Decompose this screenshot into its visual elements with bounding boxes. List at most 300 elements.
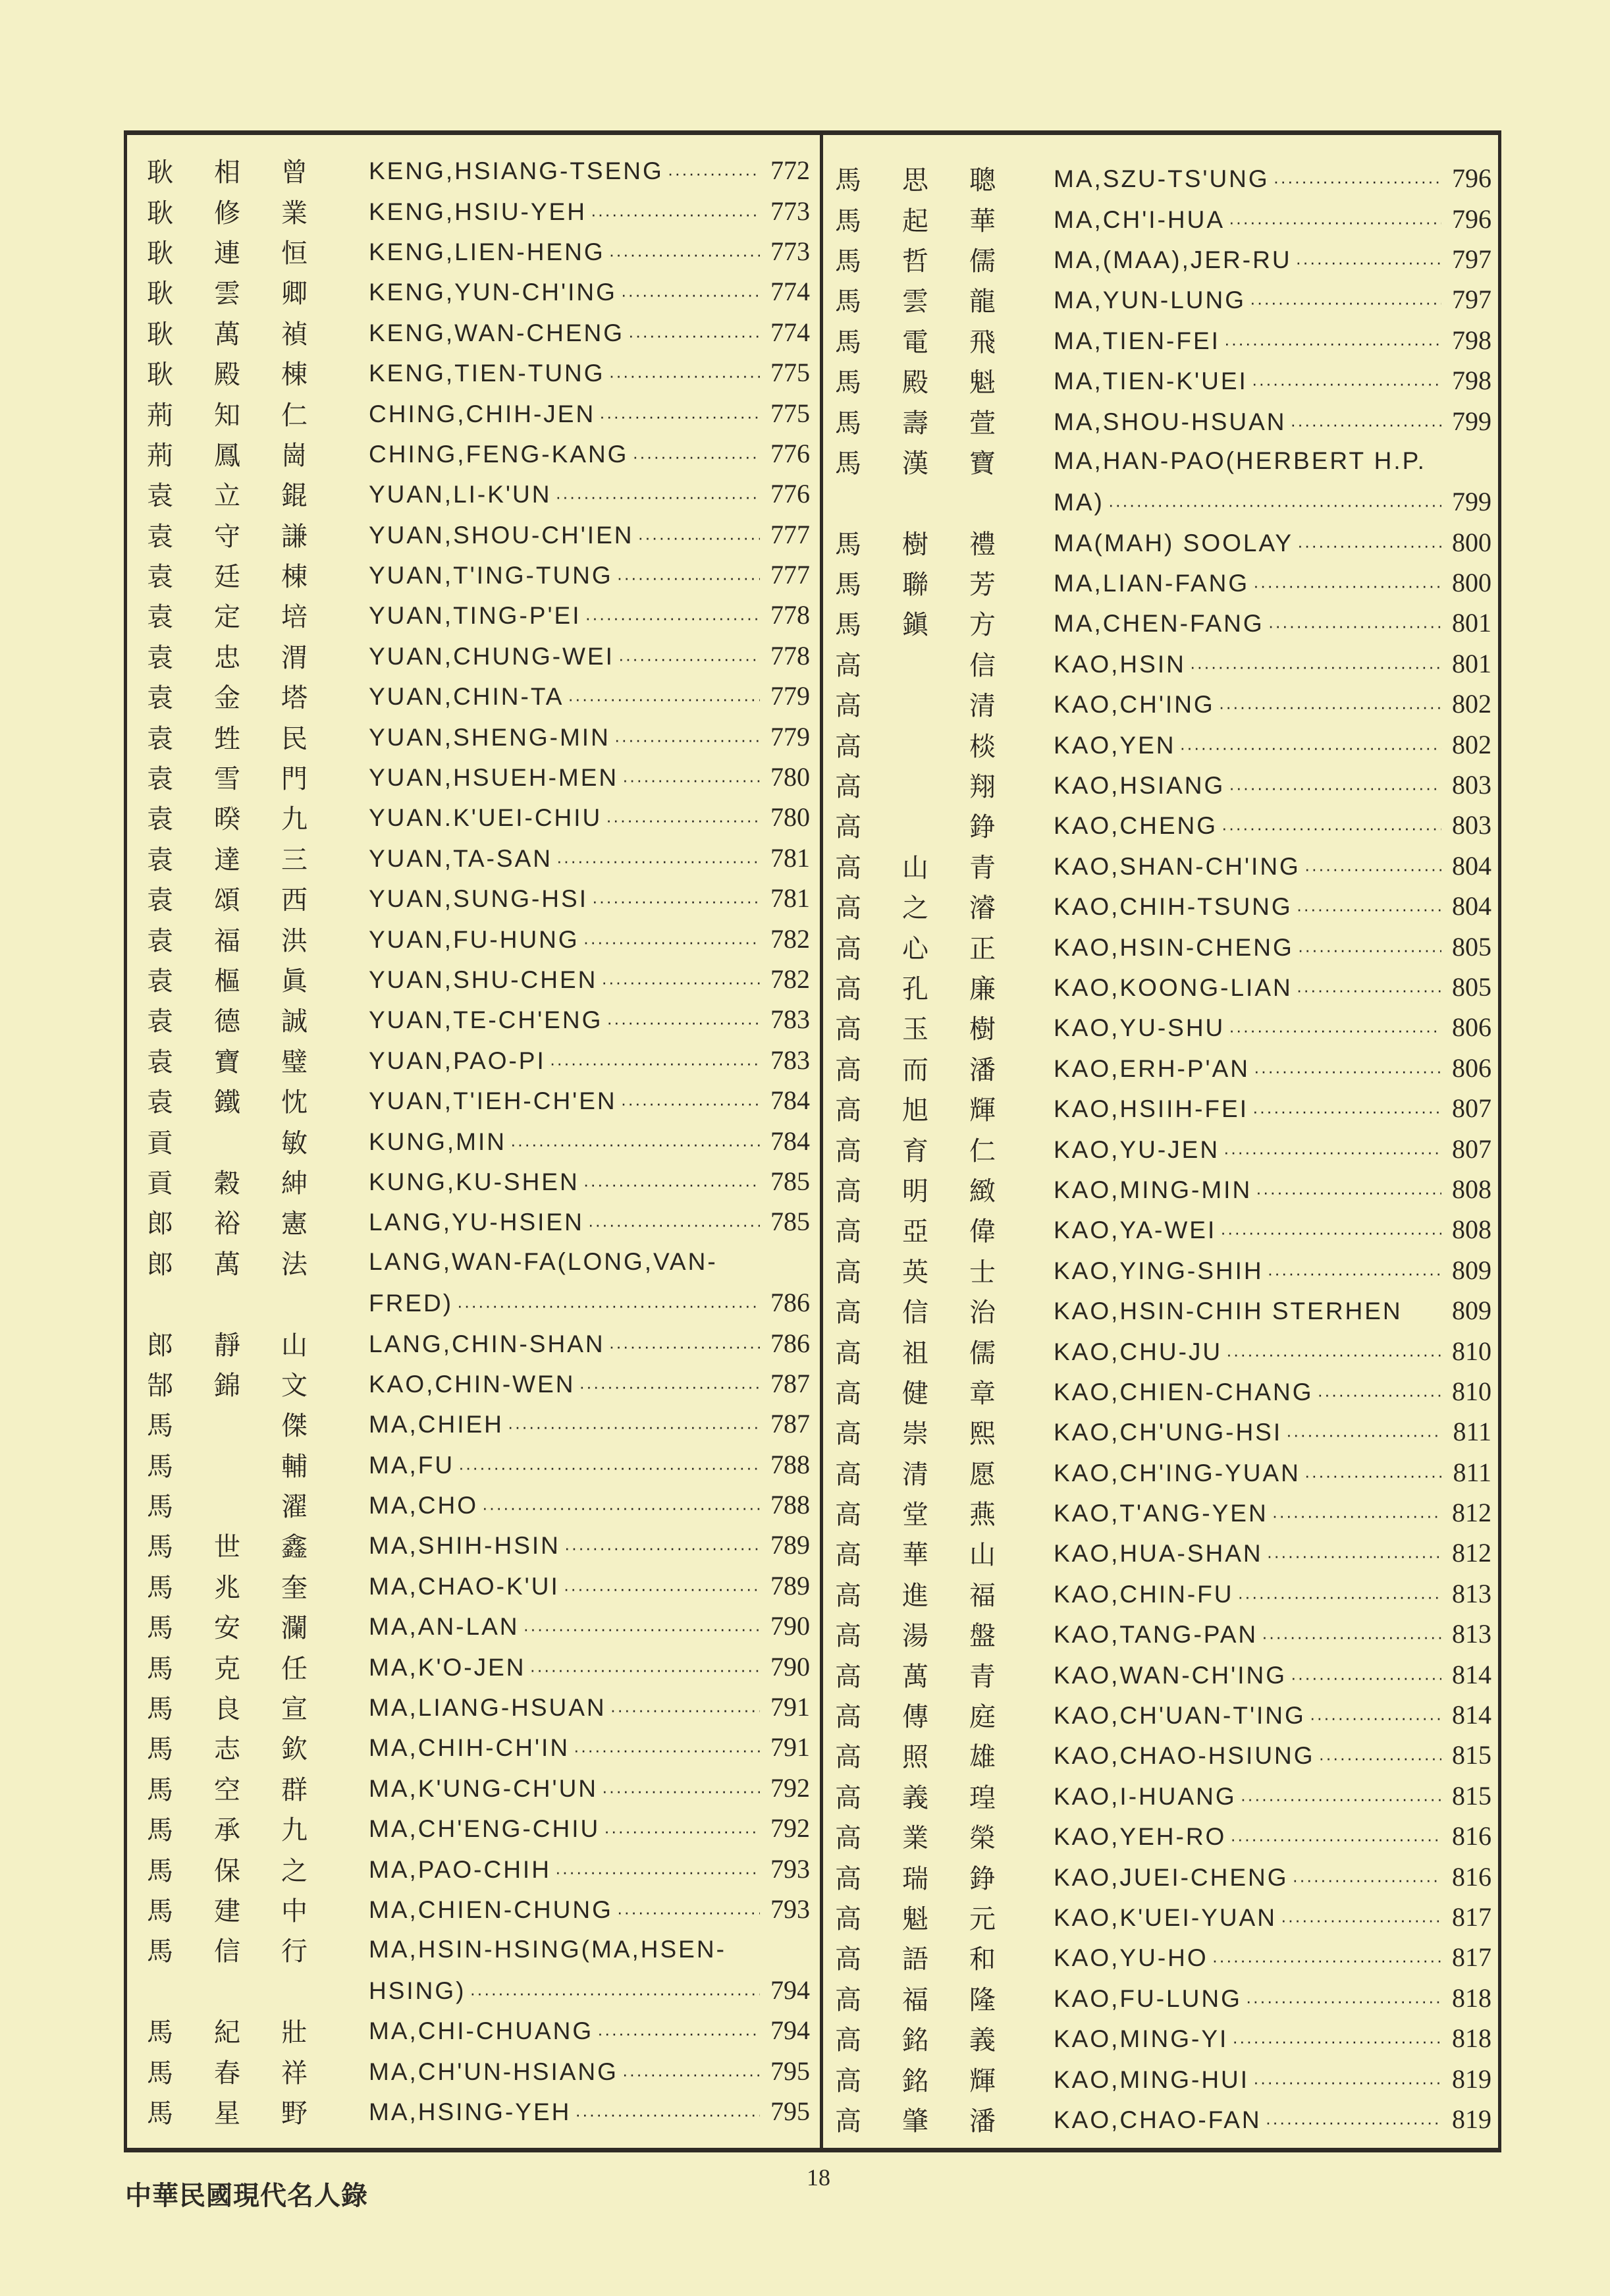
chinese-name-char: 高 xyxy=(835,1903,861,1934)
chinese-name-char: 良 xyxy=(214,1694,240,1725)
chinese-name-char: 春 xyxy=(214,2058,240,2089)
page-reference: 807 xyxy=(1452,1134,1491,1164)
leader-dots xyxy=(1254,1061,1441,1081)
leader-dots xyxy=(1252,373,1441,394)
chinese-name xyxy=(833,1979,998,2017)
romanized-name: MA,CHI-CHUANG xyxy=(369,2017,594,2045)
chinese-name-char: 魁 xyxy=(902,1903,928,1934)
romanized-name: MA,AN-LAN xyxy=(369,1613,520,1641)
chinese-name-char: 馬 xyxy=(147,1896,173,1927)
chinese-name-char: 袁 xyxy=(147,844,173,875)
chinese-name-char: 馬 xyxy=(147,2058,173,2089)
chinese-name-char: 瑞 xyxy=(902,1863,928,1894)
page-reference: 782 xyxy=(770,923,810,954)
chinese-name-char: 郎 xyxy=(147,1330,173,1361)
chinese-name xyxy=(833,1777,998,1815)
page-reference: 811 xyxy=(1453,1417,1491,1447)
page-reference: 797 xyxy=(1452,244,1491,274)
chinese-name xyxy=(145,798,309,836)
index-entry xyxy=(145,1687,810,1727)
chinese-name-char: 山 xyxy=(902,852,928,883)
romanized-name: KENG,HSIU-YEH xyxy=(369,198,587,225)
romanized-name: KAO,YU-SHU xyxy=(1054,1014,1225,1042)
chinese-name-char: 卿 xyxy=(281,279,308,310)
chinese-name-char: 馬 xyxy=(835,610,861,641)
index-entry xyxy=(145,2010,810,2050)
chinese-name xyxy=(145,435,309,472)
chinese-name-char: 堂 xyxy=(902,1500,928,1531)
index-entry xyxy=(145,999,810,1039)
index-entry xyxy=(833,1088,1491,1128)
leader-dots xyxy=(1229,1020,1441,1041)
index-entry xyxy=(833,1250,1491,1290)
chinese-name-char: 連 xyxy=(214,238,240,269)
chinese-name-char: 德 xyxy=(214,1006,240,1037)
chinese-name-char: 馬 xyxy=(835,408,861,439)
chinese-name-char: 群 xyxy=(281,1774,308,1805)
romanized-name: MA,YUN-LUNG xyxy=(1054,287,1247,314)
chinese-name-char: 義 xyxy=(969,2025,996,2056)
chinese-name-char: 錦 xyxy=(214,1370,240,1401)
chinese-name-char: 袁 xyxy=(147,723,173,754)
chinese-name-char: 語 xyxy=(902,1944,928,1975)
romanized-entry xyxy=(1054,163,1491,194)
leader-dots xyxy=(1230,1829,1441,1849)
romanized-name: KAO,HSIN-CHENG xyxy=(1054,933,1294,961)
romanized-entry xyxy=(369,964,810,995)
romanized-name: KAO,CHAO-FAN xyxy=(1054,2106,1262,2133)
index-entry xyxy=(833,886,1491,926)
chinese-name xyxy=(145,718,309,755)
page-reference: 813 xyxy=(1452,1619,1491,1649)
chinese-name-char: 高 xyxy=(835,1702,861,1733)
page-reference: 816 xyxy=(1452,1821,1491,1851)
chinese-name-char: 錚 xyxy=(969,1863,996,1894)
chinese-name xyxy=(833,1049,998,1087)
index-entry xyxy=(833,1776,1491,1816)
chinese-name-char: 潘 xyxy=(969,2106,996,2137)
index-column-right xyxy=(833,158,1491,2139)
page-reference: 812 xyxy=(1452,1538,1491,1568)
chinese-name-char: 中 xyxy=(281,1896,308,1927)
chinese-name-char: 高 xyxy=(835,650,861,681)
romanized-entry xyxy=(369,2056,810,2087)
romanized-name: KAO,YEN xyxy=(1054,731,1176,759)
romanized-name: YUAN,FU-HUNG xyxy=(369,925,579,953)
page-reference: 784 xyxy=(770,1126,810,1156)
chinese-name-char: 敏 xyxy=(281,1128,308,1159)
page-reference: 815 xyxy=(1452,1780,1491,1811)
page-reference: 796 xyxy=(1452,163,1491,194)
index-entry xyxy=(145,231,810,271)
page-reference: 808 xyxy=(1452,1174,1491,1204)
chinese-name-char: 荊 xyxy=(147,440,173,471)
page-reference: 808 xyxy=(1452,1215,1491,1245)
chinese-name-char: 高 xyxy=(835,691,861,722)
chinese-name xyxy=(833,2100,998,2138)
index-column-left xyxy=(145,150,810,2131)
page-reference: 810 xyxy=(1452,1376,1491,1406)
leader-dots xyxy=(457,1296,760,1316)
chinese-name-char: 高 xyxy=(835,2106,861,2137)
romanized-name: KAO,YU-HO xyxy=(1054,1944,1208,1972)
romanized-name: MA,LIAN-FANG xyxy=(1054,570,1250,597)
leader-dots xyxy=(1108,495,1441,515)
page-reference: 803 xyxy=(1452,810,1491,840)
chinese-name xyxy=(833,1373,998,1410)
index-entry xyxy=(145,1525,810,1565)
leader-dots xyxy=(597,2023,760,2044)
chinese-name xyxy=(833,1696,998,1734)
leader-dots xyxy=(564,1538,760,1558)
leader-dots xyxy=(609,1336,760,1357)
chinese-name-char: 龍 xyxy=(969,287,996,317)
index-entry xyxy=(833,400,1491,441)
romanized-entry xyxy=(369,2015,810,2046)
chinese-name-char: 旭 xyxy=(902,1095,928,1126)
leader-dots xyxy=(568,689,760,709)
chinese-name-char: 洪 xyxy=(281,925,308,956)
chinese-name xyxy=(833,524,998,561)
chinese-name-char: 袁 xyxy=(147,925,173,956)
romanized-entry xyxy=(369,1287,810,1318)
romanized-entry xyxy=(1054,365,1491,396)
chinese-name xyxy=(145,516,309,553)
leader-dots xyxy=(1274,171,1441,192)
leader-dots xyxy=(606,1012,760,1033)
index-entry xyxy=(145,838,810,878)
chinese-name-char: 殿 xyxy=(902,368,928,398)
chinese-name-char: 肇 xyxy=(902,2106,928,2137)
leader-dots xyxy=(1319,1748,1441,1768)
chinese-name xyxy=(833,1130,998,1168)
page-reference: 773 xyxy=(770,196,810,226)
romanized-name: YUAN,PAO-PI xyxy=(369,1047,546,1074)
index-entry xyxy=(833,2018,1491,2058)
index-entry xyxy=(145,1120,810,1161)
chinese-name-char: 仁 xyxy=(281,400,308,431)
chinese-name-char: 馬 xyxy=(147,1694,173,1725)
chinese-name-char: 樹 xyxy=(969,1014,996,1045)
romanized-name: MA,CHIEH xyxy=(369,1411,504,1438)
chinese-name-char: 緻 xyxy=(969,1176,996,1207)
page-reference: 816 xyxy=(1452,1861,1491,1892)
romanized-entry xyxy=(369,196,810,227)
romanized-entry xyxy=(369,1328,810,1359)
romanized-name: MA,TIEN-K'UEI xyxy=(1054,368,1248,395)
chinese-name xyxy=(145,1930,309,1968)
chinese-name-char: 山 xyxy=(969,1540,996,1571)
chinese-name xyxy=(833,1736,998,1774)
page-reference: 810 xyxy=(1452,1336,1491,1366)
romanized-name: KAO,HSIIH-FEI xyxy=(1054,1095,1248,1123)
chinese-name-char: 祖 xyxy=(902,1338,928,1369)
chinese-name-char: 萱 xyxy=(969,408,996,439)
leader-dots xyxy=(1298,940,1441,960)
leader-dots xyxy=(523,1619,760,1639)
romanized-name: YUAN,SHENG-MIN xyxy=(369,723,610,751)
chinese-name xyxy=(145,314,309,351)
chinese-name-char: 禮 xyxy=(969,529,996,560)
chinese-name-char: 電 xyxy=(902,327,928,358)
chinese-name-char: 郎 xyxy=(147,1209,173,1240)
chinese-name-char: 高 xyxy=(835,1378,861,1409)
chinese-name-char: 守 xyxy=(214,521,240,552)
chinese-name-char: 高 xyxy=(835,1014,861,1045)
leader-dots xyxy=(1304,859,1441,879)
index-entry xyxy=(833,1533,1491,1573)
chinese-name-char xyxy=(212,1405,242,1442)
romanized-entry xyxy=(1054,1336,1491,1367)
romanized-entry xyxy=(369,1894,810,1925)
index-entry xyxy=(833,1856,1491,1896)
page-reference: 789 xyxy=(770,1530,810,1560)
leader-dots xyxy=(556,851,760,871)
chinese-name-char: 耿 xyxy=(147,319,173,350)
chinese-name-char: 穀 xyxy=(214,1168,240,1199)
chinese-name xyxy=(145,1688,309,1726)
chinese-name-char: 任 xyxy=(281,1653,308,1684)
romanized-entry xyxy=(1054,1861,1491,1892)
romanized-name: MA,K'UNG-CH'UN xyxy=(369,1774,599,1802)
romanized-name: KAO,CHU-JU xyxy=(1054,1338,1223,1365)
chinese-name-char: 瑝 xyxy=(969,1782,996,1813)
chinese-name xyxy=(145,192,309,230)
romanized-name: MA,(MAA),JER-RU xyxy=(1054,246,1292,273)
romanized-entry xyxy=(1054,1618,1491,1649)
chinese-name xyxy=(833,726,998,763)
romanized-name: MA,CH'I-HUA xyxy=(1054,205,1225,233)
romanized-entry xyxy=(1054,1214,1491,1245)
chinese-name-char: 銘 xyxy=(902,2065,928,2096)
chinese-name-char: 裕 xyxy=(214,1209,240,1240)
index-entry xyxy=(145,1485,810,1525)
chinese-name-char: 欽 xyxy=(281,1734,308,1765)
chinese-name-char: 恒 xyxy=(281,238,308,269)
chinese-name-char: 建 xyxy=(214,1896,240,1927)
romanized-entry xyxy=(369,842,810,873)
leader-dots xyxy=(585,608,760,628)
leader-dots xyxy=(609,366,760,386)
leader-dots xyxy=(1296,252,1441,273)
index-entry xyxy=(145,959,810,999)
romanized-name: FRED) xyxy=(369,1290,454,1317)
chinese-name-char: 門 xyxy=(281,764,308,795)
chinese-name-char: 雄 xyxy=(969,1742,996,1773)
chinese-name-char: 傑 xyxy=(281,1411,308,1442)
page-reference: 787 xyxy=(770,1409,810,1439)
romanized-entry xyxy=(1054,931,1491,962)
chinese-name-char: 棟 xyxy=(281,562,308,593)
romanized-name: KENG,YUN-CH'ING xyxy=(369,279,617,306)
chinese-name-char: 袁 xyxy=(147,1047,173,1078)
romanized-entry xyxy=(1054,447,1491,475)
chinese-name-char: 清 xyxy=(902,1459,928,1490)
chinese-name xyxy=(145,2052,309,2090)
romanized-entry xyxy=(1054,1780,1491,1811)
chinese-name-char: 錚 xyxy=(969,812,996,843)
romanized-entry xyxy=(369,1610,810,1641)
chinese-name xyxy=(833,362,998,399)
romanized-name: YUAN,T'ING-TUNG xyxy=(369,562,613,589)
index-entry xyxy=(833,846,1491,886)
page-reference: 801 xyxy=(1452,608,1491,638)
page-reference: 777 xyxy=(770,519,810,549)
romanized-entry xyxy=(369,2096,810,2127)
romanized-name: MA(MAH) SOOLAY xyxy=(1054,529,1294,557)
romanized-entry xyxy=(1054,1376,1491,1407)
leader-dots xyxy=(1221,818,1441,838)
chinese-name-char: 九 xyxy=(281,804,308,835)
chinese-name-char: 馬 xyxy=(147,1492,173,1523)
page-reference: 785 xyxy=(770,1207,810,1237)
leader-dots xyxy=(591,204,760,225)
romanized-entry xyxy=(1054,648,1491,679)
romanized-entry xyxy=(1054,1416,1491,1447)
index-entry xyxy=(833,158,1491,198)
romanized-entry xyxy=(1054,729,1491,760)
chinese-name-char: 清 xyxy=(969,691,996,722)
index-entry xyxy=(145,352,810,393)
index-entry xyxy=(833,1654,1491,1694)
chinese-name-char: 克 xyxy=(214,1653,240,1684)
romanized-name: LANG,WAN-FA(LONG,VAN- xyxy=(369,1248,718,1276)
index-entry xyxy=(833,1492,1491,1533)
chinese-name-char: 萬 xyxy=(902,1661,928,1692)
chinese-name-char: 貢 xyxy=(147,1168,173,1199)
page-reference: 775 xyxy=(770,358,810,388)
page-reference: 780 xyxy=(770,802,810,833)
romanized-name: KAO,YU-JEN xyxy=(1054,1135,1220,1163)
romanized-entry xyxy=(369,1853,810,1884)
romanized-name: KAO,MING-MIN xyxy=(1054,1176,1252,1203)
chinese-name xyxy=(833,1413,998,1450)
leader-dots xyxy=(1250,292,1441,313)
chinese-name-char: 榮 xyxy=(969,1823,996,1854)
leader-dots xyxy=(555,487,760,507)
leader-dots xyxy=(470,1983,761,2004)
chinese-name-char: 憲 xyxy=(281,1209,308,1240)
chinese-name-char: 高 xyxy=(835,1742,861,1773)
chinese-name-char: 高 xyxy=(835,1823,861,1854)
chinese-name xyxy=(833,1898,998,1936)
page-reference: 779 xyxy=(770,721,810,752)
page-reference: 802 xyxy=(1452,729,1491,759)
chinese-name-char: 哲 xyxy=(902,246,928,277)
index-entry xyxy=(833,1614,1491,1654)
index-entry-first-line xyxy=(145,1242,810,1282)
index-entry xyxy=(833,1937,1491,1977)
romanized-name: YUAN,CHUNG-WEI xyxy=(369,642,614,670)
chinese-name-char: 高 xyxy=(835,893,861,924)
page-reference: 800 xyxy=(1452,527,1491,557)
chinese-name-char: 雪 xyxy=(214,764,240,795)
index-entry xyxy=(145,1727,810,1767)
romanized-entry xyxy=(1054,244,1491,275)
leader-dots xyxy=(1241,1789,1441,1809)
index-entry xyxy=(145,757,810,797)
chinese-name-char: 高 xyxy=(835,812,861,843)
romanized-entry xyxy=(369,1691,810,1722)
chinese-name-char: 山 xyxy=(281,1330,308,1361)
romanized-name: KAO,YING-SHIH xyxy=(1054,1257,1264,1284)
page-reference: 783 xyxy=(770,1045,810,1075)
page-reference: 787 xyxy=(770,1368,810,1398)
chinese-name-char: 華 xyxy=(902,1540,928,1571)
romanized-name: KENG,HSIANG-TSENG xyxy=(369,157,664,185)
leader-dots xyxy=(1268,616,1441,636)
romanized-entry xyxy=(369,317,810,348)
chinese-name-char: 袁 xyxy=(147,683,173,714)
chinese-name-char: 馬 xyxy=(835,165,861,196)
chinese-name xyxy=(145,637,309,674)
romanized-name: MA,CHAO-K'UI xyxy=(369,1572,560,1600)
chinese-name xyxy=(833,1251,998,1289)
chinese-name xyxy=(145,556,309,593)
index-entry xyxy=(833,279,1491,319)
index-entry-continuation xyxy=(833,481,1491,522)
chinese-name-char: 濯 xyxy=(281,1492,308,1523)
romanized-entry xyxy=(1054,284,1491,315)
chinese-name-char: 謙 xyxy=(281,521,308,552)
page-reference: 777 xyxy=(770,560,810,590)
page-reference: 792 xyxy=(770,1772,810,1803)
leader-dots xyxy=(1253,576,1441,596)
chinese-name-char: 達 xyxy=(214,844,240,875)
index-entry xyxy=(833,1209,1491,1249)
page-reference: 814 xyxy=(1452,1659,1491,1689)
romanized-entry xyxy=(369,1085,810,1116)
index-entry xyxy=(145,1323,810,1363)
page-reference: 792 xyxy=(770,1813,810,1844)
chinese-name-char: 熙 xyxy=(969,1419,996,1450)
leader-dots xyxy=(618,649,760,669)
chinese-name-char: 馬 xyxy=(147,1613,173,1644)
index-entry-first-line xyxy=(145,1929,810,1969)
index-entry xyxy=(833,360,1491,400)
romanized-entry xyxy=(1054,1699,1491,1730)
leader-dots xyxy=(592,891,760,912)
chinese-name xyxy=(833,1211,998,1248)
chinese-name-char: 業 xyxy=(902,1823,928,1854)
leader-dots xyxy=(555,1862,760,1882)
chinese-name-char: 方 xyxy=(969,610,996,641)
leader-dots xyxy=(628,325,760,346)
chinese-name-char: 郜 xyxy=(147,1370,173,1401)
romanized-entry xyxy=(369,802,810,833)
chinese-name-char: 塔 xyxy=(281,683,308,714)
page-reference: 775 xyxy=(770,398,810,428)
leader-dots xyxy=(1238,1587,1442,1607)
romanized-name: HSING) xyxy=(369,1977,466,2004)
romanized-name: MA,TIEN-FEI xyxy=(1054,327,1220,354)
index-entry xyxy=(833,1330,1491,1371)
leader-dots xyxy=(550,1053,760,1074)
chinese-name-char: 高 xyxy=(835,1500,861,1531)
index-entry xyxy=(145,474,810,514)
chinese-name-char: 棟 xyxy=(281,360,308,391)
chinese-name-char: 高 xyxy=(835,1540,861,1571)
chinese-name-char: 聰 xyxy=(969,165,996,196)
chinese-name xyxy=(833,1494,998,1531)
index-entry-continuation xyxy=(145,1970,810,2010)
chinese-name xyxy=(145,879,309,917)
page-reference: 798 xyxy=(1452,366,1491,396)
leader-dots xyxy=(632,447,760,467)
chinese-name-char: 星 xyxy=(214,2098,240,2129)
romanized-entry xyxy=(1054,1537,1491,1568)
romanized-name: KAO,HUA-SHAN xyxy=(1054,1540,1263,1568)
